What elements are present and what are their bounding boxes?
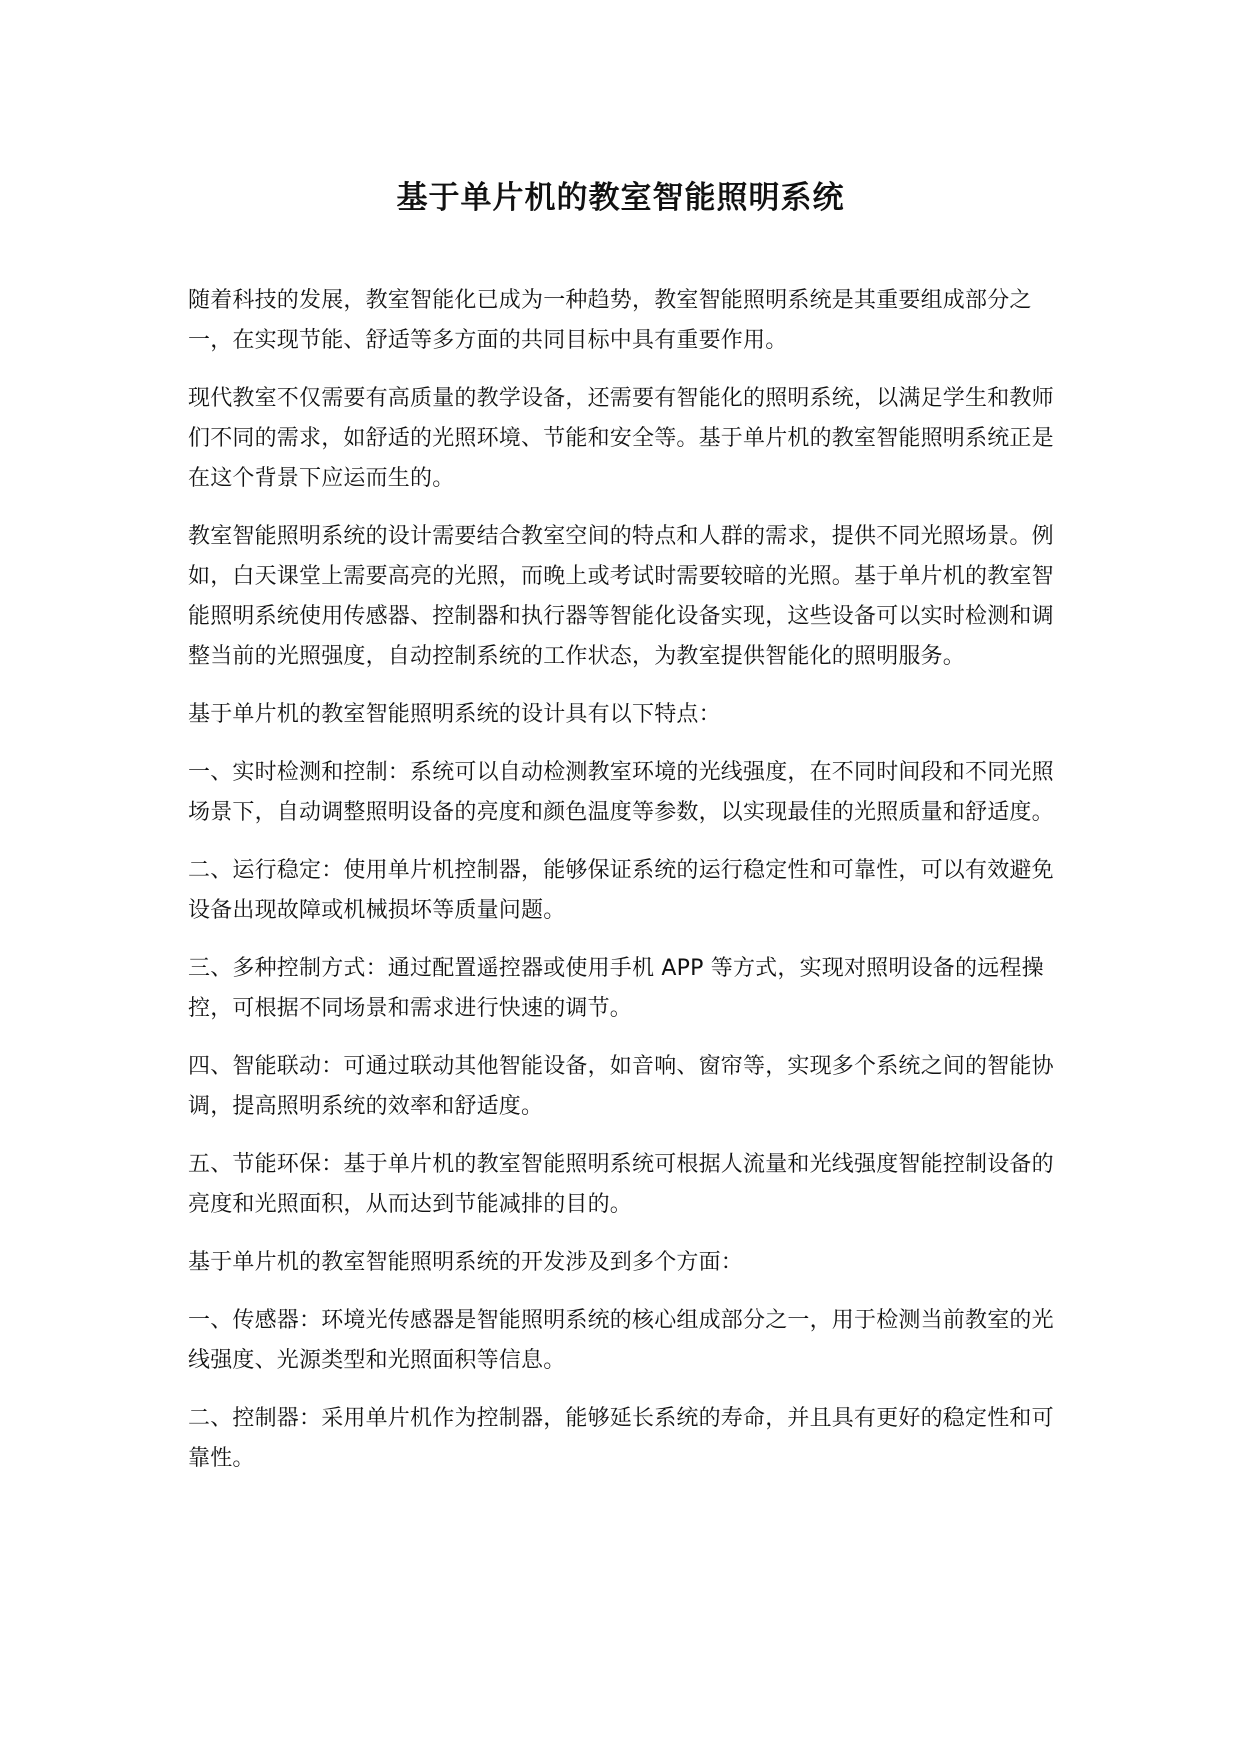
paragraph-11: 一、传感器：环境光传感器是智能照明系统的核心组成部分之一，用于检测当前教室的光线强度、光源类型和光照面积等信息。 (188, 1308, 1054, 1373)
paragraph-10: 基于单片机的教室智能照明系统的开发涉及到多个方面： (188, 1250, 744, 1275)
paragraph-3: 教室智能照明系统的设计需要结合教室空间的特点和人群的需求，提供不同光照场景。例如，白天课堂上需要高亮的光照，而晚上或考试时需要较暗的光照。基于单片机的教室智能照明系统使用传感器、控制器和执行器等智能化设备实现，这些设备可以实时检测和调整当前的光照强度，自动控制系统的工作状态，为教室提供智能化的照明服务。 (188, 524, 1054, 669)
paragraph-7: 三、多种控制方式：通过配置遥控器或使用手机 APP 等方式，实现对照明设备的远程操控，可根据不同场景和需求进行快速的调节。 (188, 956, 1044, 1021)
paragraph-5: 一、实时检测和控制：系统可以自动检测教室环境的光线强度，在不同时间段和不同光照场景下，自动调整照明设备的亮度和颜色温度等参数，以实现最佳的光照质量和舒适度。 (188, 760, 1054, 825)
paragraph-6: 二、运行稳定：使用单片机控制器，能够保证系统的运行稳定性和可靠性，可以有效避免设备出现故障或机械损坏等质量问题。 (188, 858, 1054, 923)
document-body (188, 281, 1068, 1497)
paragraph-2: 现代教室不仅需要有高质量的教学设备，还需要有智能化的照明系统，以满足学生和教师们不同的需求，如舒适的光照环境、节能和安全等。基于单片机的教室智能照明系统正是在这个背景下应运而生的。 (188, 386, 1054, 491)
paragraph-9: 五、节能环保：基于单片机的教室智能照明系统可根据人流量和光线强度智能控制设备的亮度和光照面积，从而达到节能减排的目的。 (188, 1152, 1054, 1217)
paragraph-8: 四、智能联动：可通过联动其他智能设备，如音响、窗帘等，实现多个系统之间的智能协调，提高照明系统的效率和舒适度。 (188, 1054, 1054, 1119)
paragraph-4: 基于单片机的教室智能照明系统的设计具有以下特点： (188, 702, 721, 727)
document-title: 基于单片机的教室智能照明系统 (396, 180, 845, 216)
paragraph-1: 随着科技的发展，教室智能化已成为一种趋势，教室智能照明系统是其重要组成部分之一，在实现节能、舒适等多方面的共同目标中具有重要作用。 (188, 288, 1032, 353)
paragraph-12: 二、控制器：采用单片机作为控制器，能够延长系统的寿命，并且具有更好的稳定性和可靠性。 (188, 1406, 1054, 1471)
